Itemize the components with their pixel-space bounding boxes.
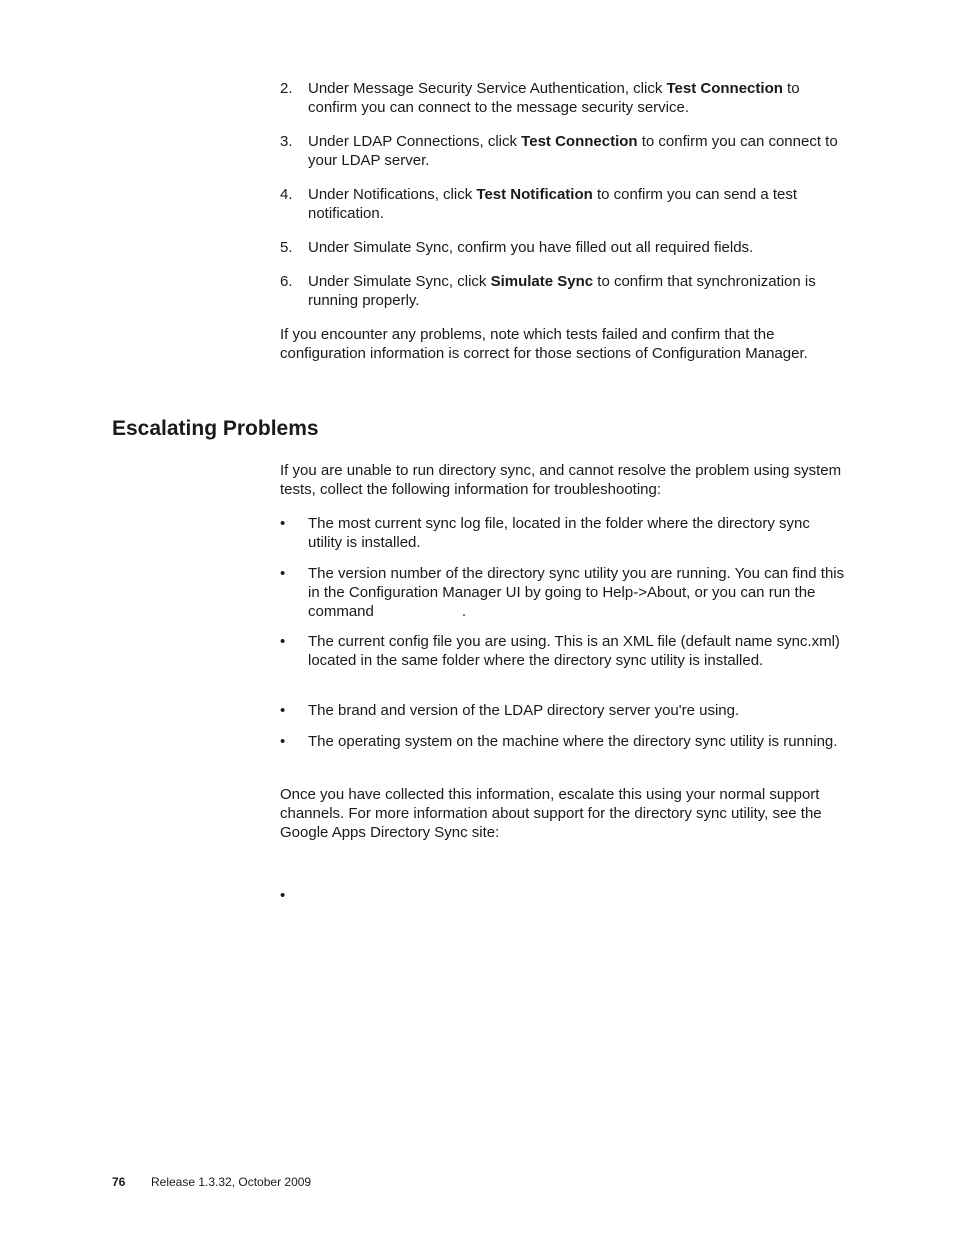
- step-text: Under Simulate Sync, confirm you have filled out all required fields.: [308, 239, 754, 256]
- empty-bullet: •: [280, 887, 286, 904]
- section-heading: Escalating Problems: [112, 417, 319, 440]
- problems-note: If you encounter any problems, note which tests failed and confirm that the configuration information is correct for those sections of Configuration Manager.: [280, 326, 808, 362]
- bullet-marker: •: [280, 633, 286, 650]
- bullet-marker: •: [280, 565, 286, 582]
- page-footer: [112, 1174, 312, 1190]
- step-text: Under Notifications, click Test Notification to confirm you can send a test notification.: [308, 186, 798, 222]
- bullet-marker: •: [280, 702, 286, 719]
- step-text: Under Simulate Sync, click Simulate Sync to confirm that synchronization is running properly.: [308, 273, 816, 309]
- step-number: 6.: [280, 273, 293, 290]
- step-number: 3.: [280, 133, 293, 150]
- bullet-marker: •: [280, 515, 286, 532]
- step-text: Under LDAP Connections, click Test Connection to confirm you can connect to your LDAP server.: [308, 133, 838, 169]
- section-intro: If you are unable to run directory sync, and cannot resolve the problem using system tests, collect the following information for troubleshooting:: [280, 462, 842, 498]
- bullet-text: The most current sync log file, located in the folder where the directory sync utility is installed.: [308, 515, 810, 551]
- bullet-text: The version number of the directory sync utility you are running. You can find this in the Configuration Manager UI by going to Help->About, or you can run the command .: [308, 565, 845, 620]
- bullet-item: [280, 564, 846, 621]
- section-outro: Once you have collected this information, escalate this using your normal support channels. For more information about support for the directory sync utility, see the Google Apps Directory Sync site:: [280, 786, 822, 841]
- bullet-text: The operating system on the machine where the directory sync utility is running.: [308, 733, 838, 750]
- bullet-item: [280, 732, 846, 751]
- bullet-item: [280, 701, 846, 720]
- step-number: 5.: [280, 239, 293, 256]
- release-info: Release 1.3.32, October 2009: [151, 1175, 312, 1189]
- page-number: 76: [112, 1175, 126, 1189]
- bullet-item: [280, 632, 846, 670]
- step-4: [280, 185, 846, 223]
- step-3: [280, 132, 846, 170]
- step-6: [280, 272, 846, 310]
- step-2: [280, 79, 846, 117]
- step-number: 4.: [280, 186, 293, 203]
- step-text: Under Message Security Service Authentication, click Test Connection to confirm you can connect to the message security service.: [308, 80, 800, 116]
- step-5: [280, 238, 846, 257]
- bullet-text: The brand and version of the LDAP directory server you're using.: [308, 702, 740, 719]
- step-number: 2.: [280, 80, 293, 97]
- bullet-text: The current config file you are using. This is an XML file (default name sync.xml) located in the same folder where the directory sync utility is installed.: [308, 633, 840, 669]
- bullet-item: [280, 514, 846, 552]
- bullet-marker: •: [280, 733, 286, 750]
